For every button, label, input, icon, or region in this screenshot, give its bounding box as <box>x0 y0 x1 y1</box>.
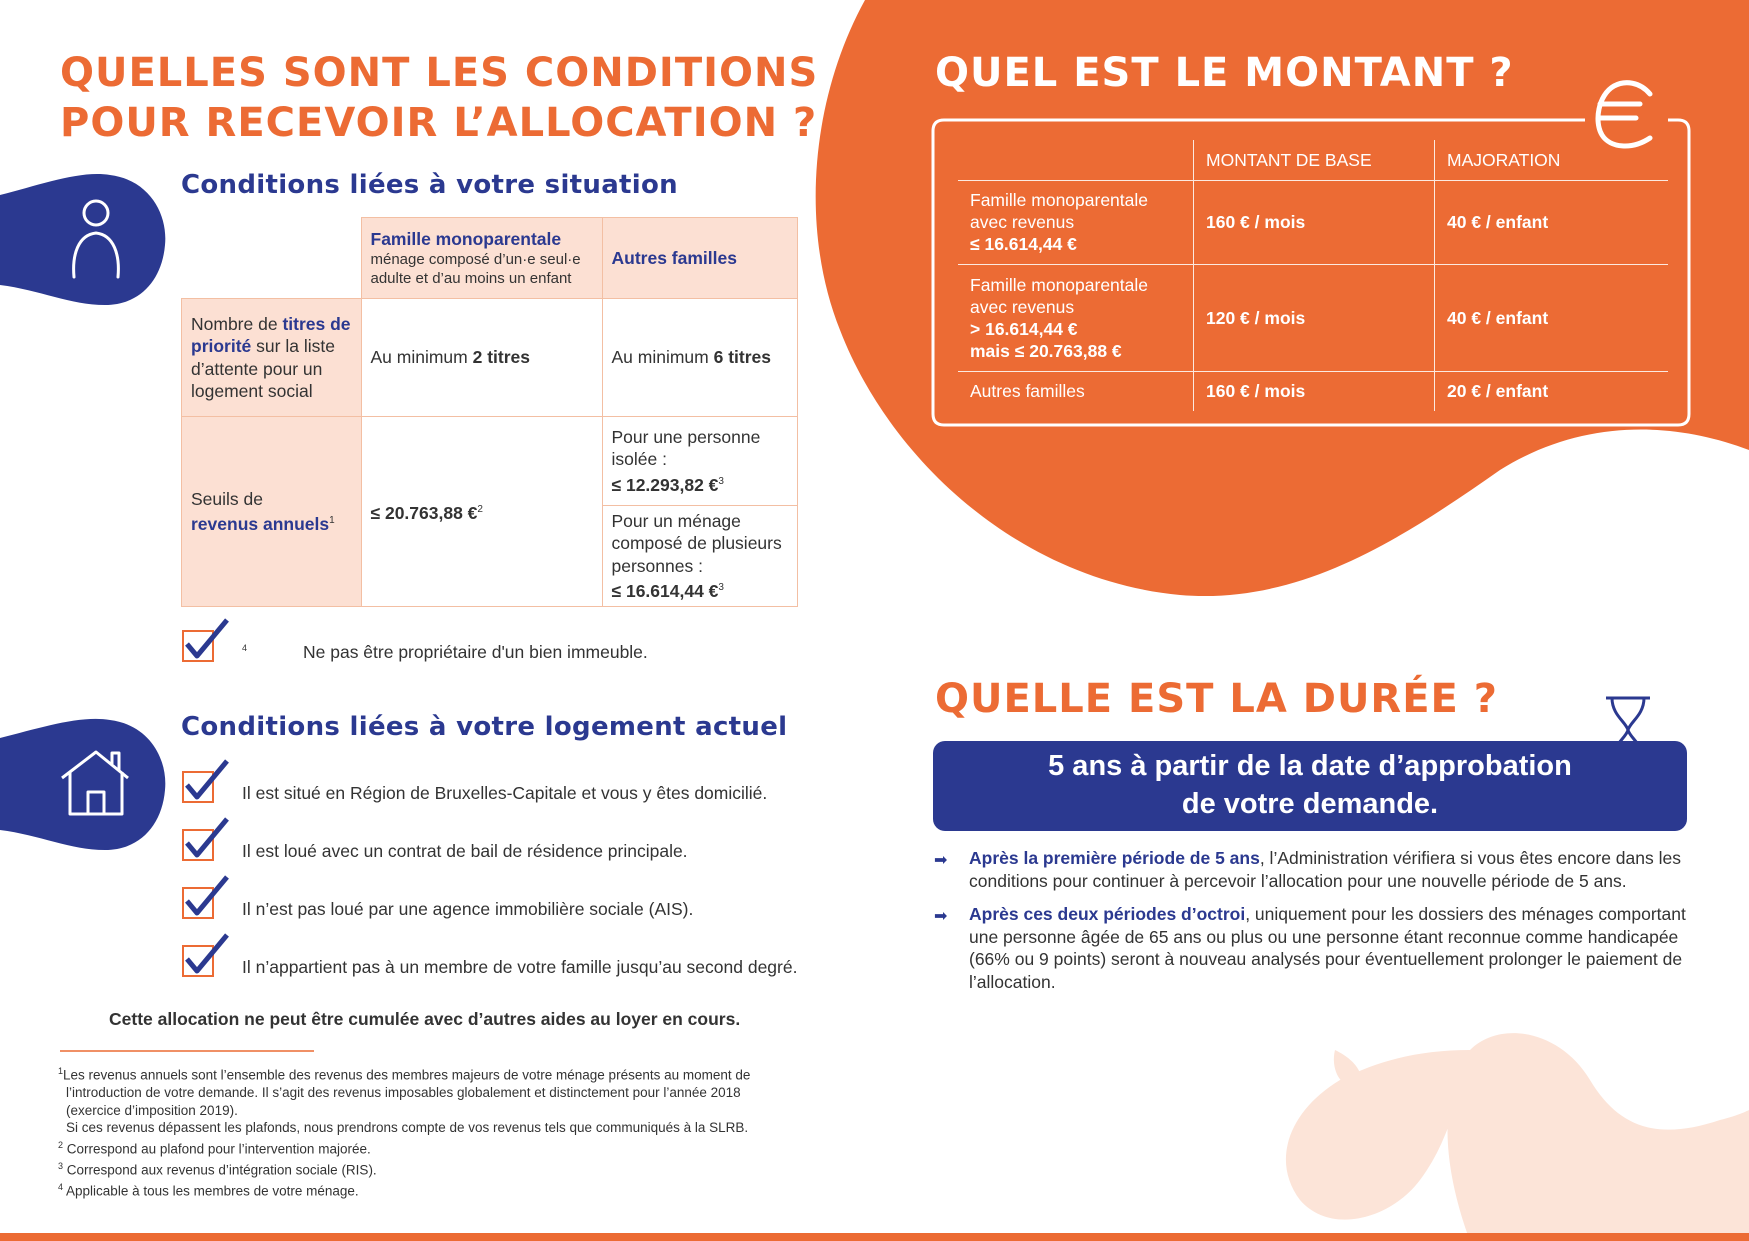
peach-splash <box>1286 1033 1749 1241</box>
conditions-table <box>181 217 798 607</box>
col1-subtitle: ménage composé d’un·e seul·e adulte et d’au moins un enfant <box>370 251 581 288</box>
col1-title: Famille monoparentale <box>370 228 562 249</box>
row-revenus-isolee: Pour une personne isolée : ≤ 12.293,82 €$^3$ <box>602 417 798 506</box>
housing-item: Il n’est pas loué par une agence immobilière sociale (AIS). <box>181 875 861 919</box>
arrow-bullet-icon: ➡ <box>934 852 948 869</box>
checkbox-icon <box>181 817 231 863</box>
montant-row: Famille monoparentale avec revenus > 16.614,44 € mais ≤ 20.763,88 € 120 € / mois 40 € / enfant <box>958 264 1668 371</box>
footnotes: $^1$Les revenus annuels sont l’ensemble des revenus des membres majeurs de votre ménage présents au moment de l’introduction de votre demande. Il s’agit des revenus imposables globalement et distinctement pour l’année 2018 (exercice d’imposition 2019). Si ces revenus dépassent les plafonds, nous prendrons compte de vos revenus tels que communiqués à la SLRB. $^2$ Correspond au plafond pour l’intervention majorée. $^3$ Correspond aux revenus d’intégration sociale (RIS). $^4$ Applicable à tous les membres de votre ménage. <box>58 1066 751 1198</box>
col-montant-base: MONTANT DE BASE <box>1194 140 1435 180</box>
row-titres-label: Nombre de titres de priorité sur la liste d’attente pour un logement social <box>182 299 362 417</box>
person-blob <box>0 174 165 305</box>
row-revenus-plusieurs: Pour un ménage composé de plusieurs personnes : ≤ 16.614,44 €$^3$ <box>602 506 798 607</box>
housing-item: Il n’appartient pas à un membre de votre famille jusqu’au second degré. <box>181 933 861 977</box>
col-majoration: MAJORATION <box>1435 140 1669 180</box>
duree-bullets <box>934 847 1694 1004</box>
list-item: ➡ Après la première période de 5 ans, l’Administration vérifiera si vous êtes encore dans les conditions pour continuer à percevoir l’allocation pour une nouvelle période de 5 ans. <box>934 848 1681 891</box>
conditions-title <box>60 48 818 148</box>
conditions-title-line1: QUELLES SONT LES CONDITIONS <box>60 50 819 96</box>
duree-banner: 5 ans à partir de la date d’approbation de votre demande. <box>933 741 1687 831</box>
housing-item: Il est situé en Région de Bruxelles-Capitale et vous y êtes domicilié. <box>181 759 861 803</box>
checkbox-icon <box>181 618 231 664</box>
conditions-title-line2: POUR RECEVOIR L’ALLOCATION ? <box>60 100 818 146</box>
col-autres-familles <box>602 218 798 299</box>
montant-title: QUEL EST LE MONTANT ? <box>935 50 1514 96</box>
property-condition: Ne pas être propriétaire d'un bien immeuble. $^4$ <box>181 618 741 662</box>
checkbox-icon <box>181 933 231 979</box>
row-revenus-label: Seuils de revenus annuels$^1$ <box>182 417 362 607</box>
montant-row: Famille monoparentale avec revenus ≤ 16.614,44 € 160 € / mois 40 € / enfant <box>958 180 1668 264</box>
arrow-bullet-icon: ➡ <box>934 908 948 925</box>
col-famille-monoparentale <box>361 218 602 299</box>
row-titres-col2: Au minimum 6 titres <box>602 299 798 417</box>
row-revenus-col1: ≤ 20.763,88 €$^2$ <box>361 417 602 607</box>
list-item: ➡ Après ces deux périodes d’octroi, uniquement pour les dossiers des ménages comportant une personne âgée de 65 ans ou plus ou une personne étant reconnue comme handicapée (66% ou 9 points) seront à nouveau analysés pour éventuellement prolonger le paiement de l’allocation. <box>934 904 1686 992</box>
situation-heading: Conditions liées à votre situation <box>181 170 678 200</box>
cumul-note: Cette allocation ne peut être cumulée avec d’autres aides au loyer en cours. <box>109 1009 741 1029</box>
house-blob <box>0 719 165 850</box>
bottom-strip <box>0 1233 1749 1241</box>
checkbox-icon <box>181 759 231 805</box>
duree-title: QUELLE EST LA DURÉE ? <box>935 676 1499 722</box>
checkbox-icon <box>181 875 231 921</box>
housing-heading: Conditions liées à votre logement actuel <box>181 712 788 742</box>
montant-table <box>958 140 1668 411</box>
montant-row: Autres familles 160 € / mois 20 € / enfant <box>958 371 1668 411</box>
row-titres-col1: Au minimum 2 titres <box>361 299 602 417</box>
col2-title: Autres familles <box>611 247 737 268</box>
housing-item: Il est loué avec un contrat de bail de résidence principale. <box>181 817 861 861</box>
